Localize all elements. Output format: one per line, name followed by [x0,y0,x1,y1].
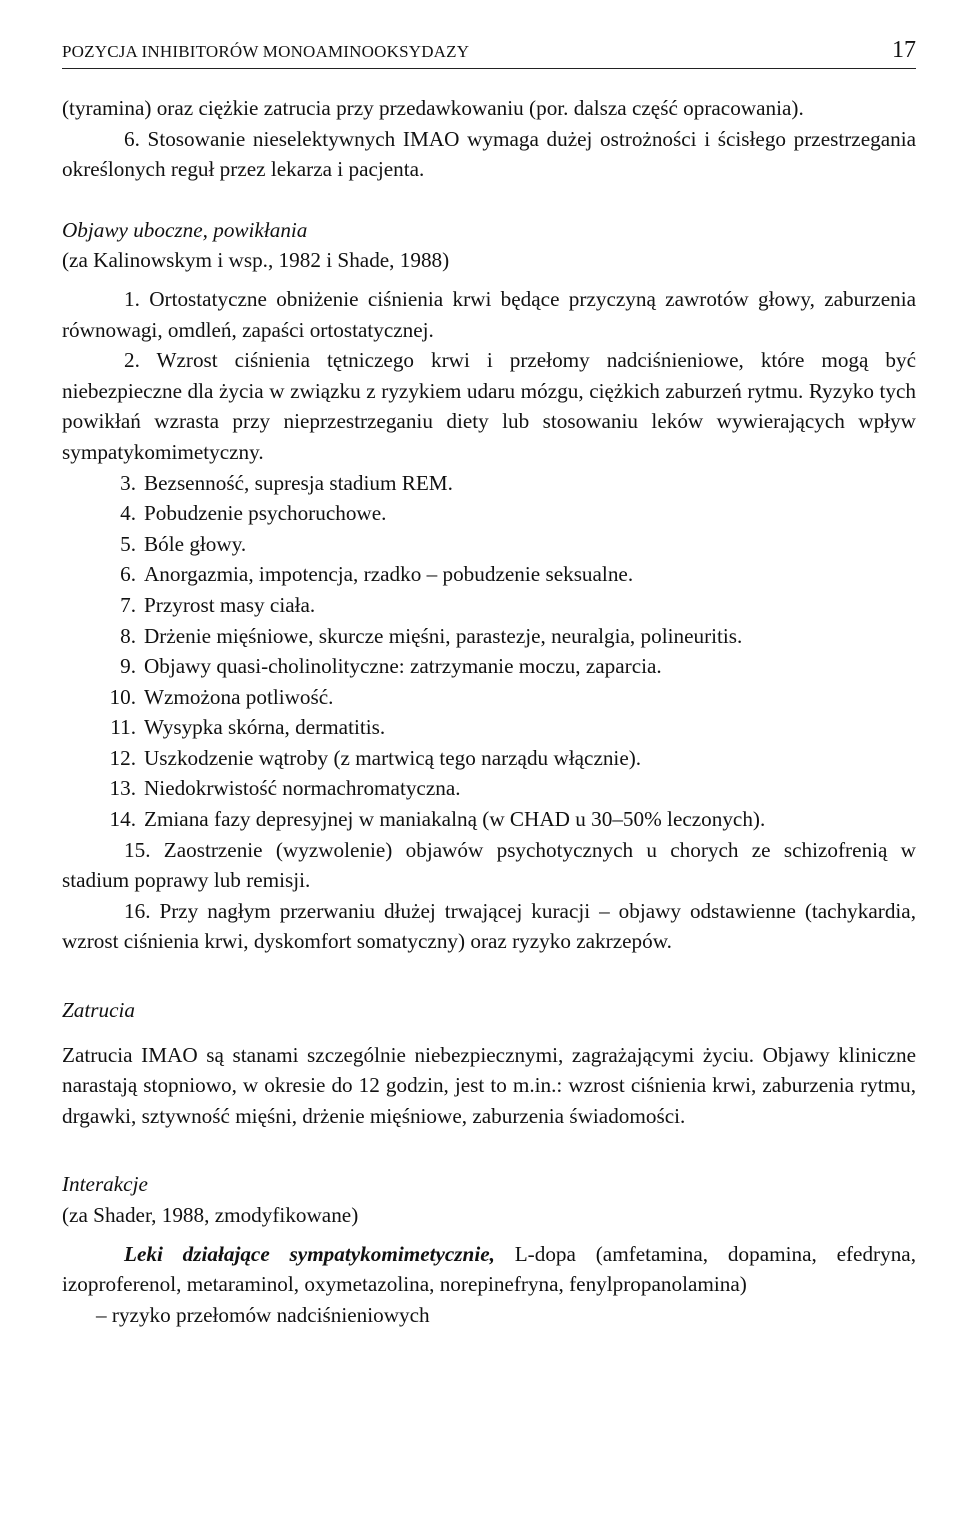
interaction-risk: – ryzyko przełomów nadciśnieniowych [96,1302,430,1327]
side-effect-item-16: 16. Przy nagłym przerwaniu dłużej trwającej kuracji – objawy odstawienne (tachykardia, wzrost ciśnienia krwi, dyskomfort somatyczny) oraz ryzyko zakrzepów. [62,898,916,954]
poisoning-heading: Zatrucia [62,998,135,1023]
list-item: 10. Wzmożona potliwość. [109,684,334,709]
page-number: 17 [892,37,916,63]
drug-group-label: Leki działające sympatykomimetycznie, [124,1241,495,1266]
list-item: 6. Anorgazmia, impotencja, rzadko – pobudzenie seksualne. [120,562,634,587]
list-item: 14. Zmiana fazy depresyjnej w maniakalną (w CHAD u 30–50% leczonych). [109,807,766,832]
side-effects-list [62,468,916,835]
side-effects-heading: Objawy uboczne, powikłania [62,217,308,242]
list-item: 12. Uszkodzenie wątroby (z martwicą tego narządu włącznie). [109,745,642,770]
side-effect-item-2: 2. Wzrost ciśnienia tętniczego krwi i przełomy nadciśnieniowe, które mogą być niebezpieczne dla życia w związku z ryzykiem udaru mózgu, ciężkich zaburzeń rytmu. Ryzyko tych powikłań wzrasta przy nieprzestrzeganiu diety lub stosowaniu leków wywierających wpływ sympatykomimetyczny. [62,348,916,464]
list-item: 7. Przyrost masy ciała. [120,592,316,617]
side-effect-item-1: 1. Ortostatyczne obniżenie ciśnienia krwi będące przyczyną zawrotów głowy, zaburzenia równowagi, omdleń, zapaści ortostatycznej. [62,286,916,342]
side-effects-source: (za Kalinowskym i wsp., 1982 i Shade, 1988) [62,248,450,273]
point-6-paragraph: 6. Stosowanie nieselektywnych IMAO wymaga dużej ostrożności i ścisłego przestrzegania określonych reguł przez lekarza i pacjenta. [62,126,916,182]
list-item: 4. Pobudzenie psychoruchowe. [120,501,387,526]
running-title: POZYCJA INHIBITORÓW MONOAMINOOKSYDAZY [62,42,470,61]
continuation-paragraph: (tyramina) oraz ciężkie zatrucia przy przedawkowaniu (por. dalsza część opracowania). [62,96,804,120]
list-item: 3. Bezsenność, supresja stadium REM. [120,470,453,495]
list-item: 9. Objawy quasi-cholinolityczne: zatrzymanie moczu, zaparcia. [120,654,662,679]
poisoning-paragraph: Zatrucia IMAO są stanami szczególnie niebezpiecznymi, zagrażającymi życiu. Objawy kliniczne narastają stopniowo, w okresie do 12 godzin, jest to m.in.: wzrost ciśnienia krwi, zaburzenia rytmu, drgawki, sztywność mięśni, drżenie mięśniowe, zaburzenia świadomości. [62,1042,916,1128]
document-page [62,28,916,1330]
list-item: 11. Wysypka skórna, dermatitis. [110,715,386,740]
interactions-heading: Interakcje [62,1172,148,1197]
drug-group-list: L-dopa (amfetamina, dopamina, efedryna, izoproferenol, metaraminol, oxymetazolina, norepinefryna, fenylpropanolamina) [62,1241,916,1297]
interactions-paragraph [62,1239,916,1300]
list-item: 8. Drżenie mięśniowe, skurcze mięśni, parastezje, neuralgia, polineuritis. [120,623,743,648]
list-item: 13. Niedokrwistość normachromatyczna. [109,776,461,801]
body-text [62,93,916,1330]
list-item: 5. Bóle głowy. [120,531,247,556]
interactions-source: (za Shader, 1988, zmodyfikowane) [62,1203,359,1227]
side-effect-item-15: 15. Zaostrzenie (wyzwolenie) objawów psychotycznych u chorych ze schizofrenią w stadium poprawy lub remisji. [62,837,916,893]
running-head [62,28,916,69]
